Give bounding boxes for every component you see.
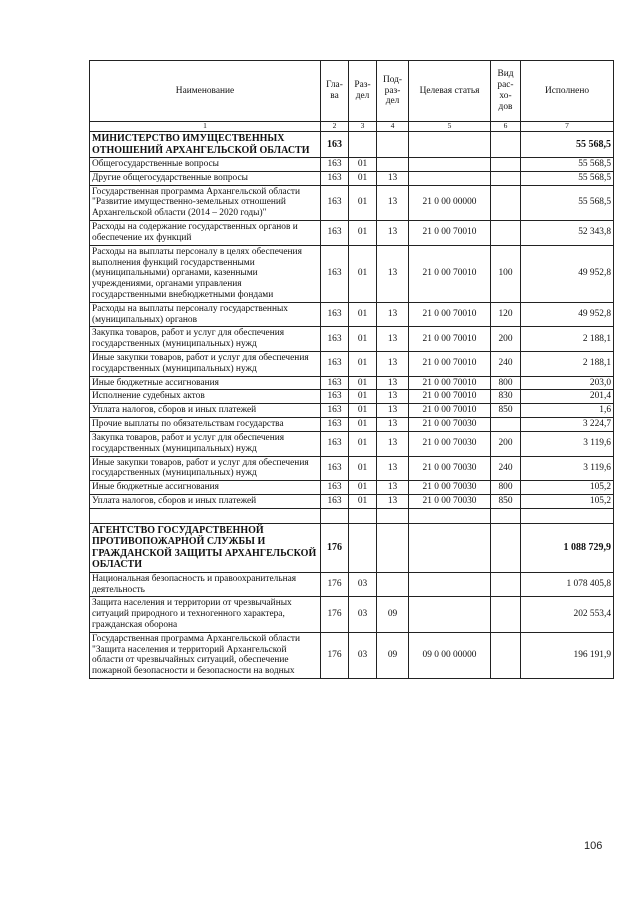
row-target-article-cell — [409, 508, 491, 523]
header-podrazdel: Под-раз-дел — [377, 61, 409, 122]
row-name-cell: Иные бюджетные ассигнования — [90, 481, 321, 495]
row-podrazdel-cell: 13 — [377, 481, 409, 495]
row-amount-cell: 3 224,7 — [521, 418, 614, 432]
row-expense-type-cell — [491, 221, 521, 246]
row-expense-type-cell: 200 — [491, 327, 521, 352]
row-glava-cell: 163 — [321, 158, 349, 172]
row-target-article-cell: 21 0 00 70010 — [409, 404, 491, 418]
row-target-article-cell: 09 0 00 00000 — [409, 632, 491, 678]
column-number: 7 — [521, 122, 614, 132]
row-amount-cell: 55 568,5 — [521, 132, 614, 158]
row-podrazdel-cell — [377, 572, 409, 597]
row-expense-type-cell: 800 — [491, 376, 521, 390]
row-target-article-cell — [409, 132, 491, 158]
budget-table — [89, 60, 614, 679]
row-glava-cell: 176 — [321, 523, 349, 572]
row-target-article-cell — [409, 158, 491, 172]
row-expense-type-cell — [491, 132, 521, 158]
row-name-cell: МИНИСТЕРСТВО ИМУЩЕСТВЕННЫХ ОТНОШЕНИЙ АРХАНГЕЛЬСКОЙ ОБЛАСТИ — [90, 132, 321, 158]
row-target-article-cell: 21 0 00 70030 — [409, 494, 491, 508]
row-glava-cell — [321, 508, 349, 523]
row-podrazdel-cell: 09 — [377, 597, 409, 632]
row-target-article-cell: 21 0 00 70030 — [409, 431, 491, 456]
column-number: 3 — [349, 122, 377, 132]
row-glava-cell: 176 — [321, 597, 349, 632]
column-number: 6 — [491, 122, 521, 132]
row-podrazdel-cell: 13 — [377, 456, 409, 481]
row-amount-cell: 55 568,5 — [521, 185, 614, 220]
table-row — [90, 481, 614, 495]
table-row — [90, 418, 614, 432]
row-amount-cell: 2 188,1 — [521, 327, 614, 352]
row-name-cell: Национальная безопасность и правоохранительная деятельность — [90, 572, 321, 597]
table-row — [90, 302, 614, 327]
row-razdel-cell: 01 — [349, 352, 377, 377]
header-expense-type: Вид рас-хо-дов — [491, 61, 521, 122]
row-name-cell — [90, 508, 321, 523]
table-row — [90, 158, 614, 172]
row-amount-cell: 1,6 — [521, 404, 614, 418]
row-amount-cell — [521, 508, 614, 523]
page-number: 106 — [584, 840, 603, 852]
row-target-article-cell: 21 0 00 70010 — [409, 390, 491, 404]
table-row — [90, 352, 614, 377]
row-razdel-cell: 03 — [349, 597, 377, 632]
table-row — [90, 185, 614, 220]
row-target-article-cell: 21 0 00 70010 — [409, 221, 491, 246]
row-target-article-cell: 21 0 00 70030 — [409, 418, 491, 432]
table-row — [90, 171, 614, 185]
row-podrazdel-cell: 13 — [377, 431, 409, 456]
row-glava-cell: 176 — [321, 572, 349, 597]
row-razdel-cell: 01 — [349, 171, 377, 185]
row-podrazdel-cell: 13 — [377, 418, 409, 432]
header-glava: Гла-ва — [321, 61, 349, 122]
row-podrazdel-cell: 13 — [377, 376, 409, 390]
row-glava-cell: 163 — [321, 327, 349, 352]
row-podrazdel-cell — [377, 132, 409, 158]
row-amount-cell: 105,2 — [521, 481, 614, 495]
row-name-cell: Уплата налогов, сборов и иных платежей — [90, 404, 321, 418]
row-target-article-cell: 21 0 00 70030 — [409, 481, 491, 495]
column-number-row — [90, 122, 614, 132]
row-glava-cell: 163 — [321, 132, 349, 158]
row-razdel-cell — [349, 508, 377, 523]
row-name-cell: Государственная программа Архангельской области "Развитие имущественно-земельных отношений Архангельской области (2014 – 2020 годы)" — [90, 185, 321, 220]
row-razdel-cell: 01 — [349, 185, 377, 220]
row-amount-cell: 55 568,5 — [521, 171, 614, 185]
row-name-cell: Расходы на содержание государственных органов и обеспечение их функций — [90, 221, 321, 246]
row-razdel-cell: 01 — [349, 431, 377, 456]
row-razdel-cell: 01 — [349, 390, 377, 404]
row-podrazdel-cell: 13 — [377, 171, 409, 185]
row-target-article-cell — [409, 523, 491, 572]
row-name-cell: Расходы на выплаты персоналу государственных (муниципальных) органов — [90, 302, 321, 327]
row-amount-cell: 3 119,6 — [521, 431, 614, 456]
table-row — [90, 390, 614, 404]
row-target-article-cell: 21 0 00 70010 — [409, 302, 491, 327]
row-expense-type-cell: 850 — [491, 404, 521, 418]
table-row — [90, 456, 614, 481]
row-podrazdel-cell — [377, 508, 409, 523]
row-amount-cell: 203,0 — [521, 376, 614, 390]
row-target-article-cell — [409, 572, 491, 597]
row-expense-type-cell — [491, 597, 521, 632]
row-name-cell: Защита населения и территории от чрезвычайных ситуаций природного и техногенного характера, гражданская оборона — [90, 597, 321, 632]
row-expense-type-cell: 200 — [491, 431, 521, 456]
table-row — [90, 376, 614, 390]
row-glava-cell: 163 — [321, 221, 349, 246]
row-expense-type-cell: 830 — [491, 390, 521, 404]
row-name-cell: Исполнение судебных актов — [90, 390, 321, 404]
row-podrazdel-cell: 13 — [377, 494, 409, 508]
row-podrazdel-cell: 13 — [377, 302, 409, 327]
row-podrazdel-cell — [377, 523, 409, 572]
row-name-cell: Прочие выплаты по обязательствам государства — [90, 418, 321, 432]
row-amount-cell: 196 191,9 — [521, 632, 614, 678]
row-expense-type-cell — [491, 158, 521, 172]
row-target-article-cell: 21 0 00 00000 — [409, 185, 491, 220]
header-name: Наименование — [90, 61, 321, 122]
row-glava-cell: 163 — [321, 171, 349, 185]
spacer-row — [90, 508, 614, 523]
row-amount-cell: 1 088 729,9 — [521, 523, 614, 572]
row-glava-cell: 163 — [321, 390, 349, 404]
row-glava-cell: 176 — [321, 632, 349, 678]
row-name-cell: Иные закупки товаров, работ и услуг для обеспечения государственных (муниципальных) нужд — [90, 352, 321, 377]
header-executed: Исполнено — [521, 61, 614, 122]
row-amount-cell: 1 078 405,8 — [521, 572, 614, 597]
row-name-cell: АГЕНТСТВО ГОСУДАРСТВЕННОЙ ПРОТИВОПОЖАРНОЙ СЛУЖБЫ И ГРАЖДАНСКОЙ ЗАЩИТЫ АРХАНГЕЛЬСКОЙ ОБЛАСТИ — [90, 523, 321, 572]
header-target-article: Целевая статья — [409, 61, 491, 122]
row-target-article-cell — [409, 171, 491, 185]
row-expense-type-cell: 850 — [491, 494, 521, 508]
row-podrazdel-cell — [377, 158, 409, 172]
row-razdel-cell: 01 — [349, 327, 377, 352]
row-podrazdel-cell: 13 — [377, 327, 409, 352]
row-razdel-cell: 01 — [349, 376, 377, 390]
row-glava-cell: 163 — [321, 352, 349, 377]
row-razdel-cell: 01 — [349, 302, 377, 327]
row-razdel-cell: 01 — [349, 418, 377, 432]
row-amount-cell: 202 553,4 — [521, 597, 614, 632]
row-target-article-cell — [409, 597, 491, 632]
row-expense-type-cell — [491, 171, 521, 185]
row-expense-type-cell: 100 — [491, 245, 521, 302]
table-row — [90, 494, 614, 508]
row-expense-type-cell: 120 — [491, 302, 521, 327]
row-glava-cell: 163 — [321, 302, 349, 327]
row-razdel-cell: 01 — [349, 158, 377, 172]
row-amount-cell: 105,2 — [521, 494, 614, 508]
row-podrazdel-cell: 13 — [377, 185, 409, 220]
row-expense-type-cell: 240 — [491, 456, 521, 481]
row-glava-cell: 163 — [321, 185, 349, 220]
table-row — [90, 404, 614, 418]
row-name-cell: Закупка товаров, работ и услуг для обеспечения государственных (муниципальных) нужд — [90, 327, 321, 352]
row-razdel-cell: 03 — [349, 572, 377, 597]
column-number: 4 — [377, 122, 409, 132]
row-glava-cell: 163 — [321, 481, 349, 495]
row-expense-type-cell — [491, 418, 521, 432]
row-amount-cell: 49 952,8 — [521, 302, 614, 327]
row-razdel-cell: 01 — [349, 481, 377, 495]
row-name-cell: Другие общегосударственные вопросы — [90, 171, 321, 185]
row-razdel-cell: 01 — [349, 494, 377, 508]
row-target-article-cell: 21 0 00 70010 — [409, 376, 491, 390]
table-row — [90, 597, 614, 632]
row-amount-cell: 3 119,6 — [521, 456, 614, 481]
row-razdel-cell — [349, 132, 377, 158]
row-name-cell: Расходы на выплаты персоналу в целях обеспечения выполнения функций государственными (муниципальными) органами, казенными учреждениями, органами управления государственными внебюджетными фондами — [90, 245, 321, 302]
row-name-cell: Государственная программа Архангельской области "Защита населения и территорий Архангельской области от чрезвычайных ситуаций, обеспечение пожарной безопасности и безопасности на водных — [90, 632, 321, 678]
table-row — [90, 221, 614, 246]
column-number: 5 — [409, 122, 491, 132]
row-expense-type-cell — [491, 572, 521, 597]
row-razdel-cell: 01 — [349, 456, 377, 481]
row-glava-cell: 163 — [321, 418, 349, 432]
row-podrazdel-cell: 13 — [377, 404, 409, 418]
row-amount-cell: 55 568,5 — [521, 158, 614, 172]
table-row — [90, 431, 614, 456]
header-razdel: Раз-дел — [349, 61, 377, 122]
row-target-article-cell: 21 0 00 70010 — [409, 245, 491, 302]
row-podrazdel-cell: 13 — [377, 352, 409, 377]
row-name-cell: Уплата налогов, сборов и иных платежей — [90, 494, 321, 508]
row-amount-cell: 52 343,8 — [521, 221, 614, 246]
row-target-article-cell: 21 0 00 70010 — [409, 327, 491, 352]
row-podrazdel-cell: 13 — [377, 390, 409, 404]
row-amount-cell: 49 952,8 — [521, 245, 614, 302]
table-row — [90, 523, 614, 572]
table-row — [90, 132, 614, 158]
row-amount-cell: 201,4 — [521, 390, 614, 404]
table-row — [90, 572, 614, 597]
row-glava-cell: 163 — [321, 494, 349, 508]
row-glava-cell: 163 — [321, 245, 349, 302]
row-name-cell: Общегосударственные вопросы — [90, 158, 321, 172]
row-expense-type-cell — [491, 508, 521, 523]
table-body — [90, 132, 614, 679]
row-podrazdel-cell: 09 — [377, 632, 409, 678]
row-glava-cell: 163 — [321, 376, 349, 390]
table-row — [90, 632, 614, 678]
header-row — [90, 61, 614, 122]
row-name-cell: Иные бюджетные ассигнования — [90, 376, 321, 390]
table-row — [90, 327, 614, 352]
row-razdel-cell — [349, 523, 377, 572]
row-glava-cell: 163 — [321, 404, 349, 418]
column-number: 2 — [321, 122, 349, 132]
row-amount-cell: 2 188,1 — [521, 352, 614, 377]
row-razdel-cell: 01 — [349, 221, 377, 246]
row-expense-type-cell: 800 — [491, 481, 521, 495]
table-row — [90, 245, 614, 302]
row-podrazdel-cell: 13 — [377, 221, 409, 246]
row-razdel-cell: 03 — [349, 632, 377, 678]
row-expense-type-cell — [491, 632, 521, 678]
row-razdel-cell: 01 — [349, 404, 377, 418]
row-target-article-cell: 21 0 00 70030 — [409, 456, 491, 481]
row-expense-type-cell: 240 — [491, 352, 521, 377]
row-podrazdel-cell: 13 — [377, 245, 409, 302]
row-razdel-cell: 01 — [349, 245, 377, 302]
row-name-cell: Иные закупки товаров, работ и услуг для обеспечения государственных (муниципальных) нужд — [90, 456, 321, 481]
column-number: 1 — [90, 122, 321, 132]
row-expense-type-cell — [491, 185, 521, 220]
row-expense-type-cell — [491, 523, 521, 572]
row-glava-cell: 163 — [321, 456, 349, 481]
row-glava-cell: 163 — [321, 431, 349, 456]
row-target-article-cell: 21 0 00 70010 — [409, 352, 491, 377]
row-name-cell: Закупка товаров, работ и услуг для обеспечения государственных (муниципальных) нужд — [90, 431, 321, 456]
